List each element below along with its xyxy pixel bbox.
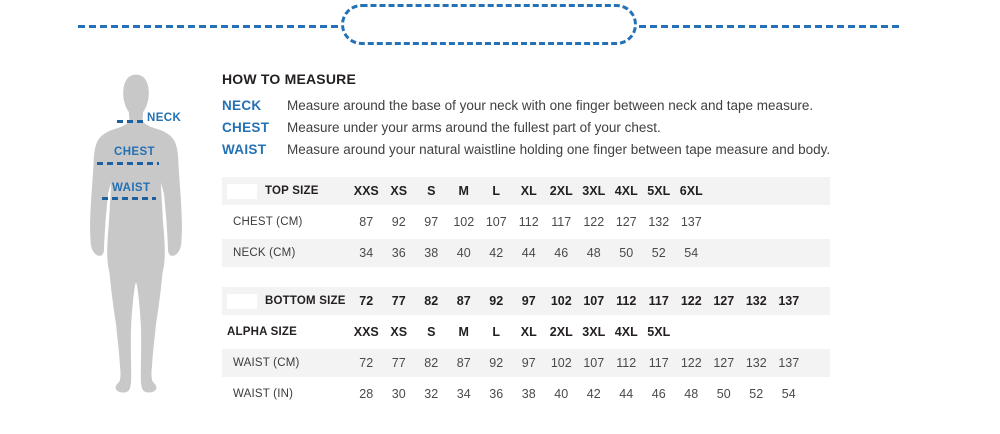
bottom-size-table xyxy=(222,287,830,411)
size-value-cell: 117 xyxy=(551,215,572,229)
size-value-cell: 42 xyxy=(489,246,504,260)
size-value-cell: 107 xyxy=(583,356,605,370)
row-label: ALPHA SIZE xyxy=(227,326,297,338)
measure-instruction-row xyxy=(222,95,942,117)
size-value-cell: 3XL xyxy=(582,325,606,339)
size-value-cell: XS xyxy=(390,184,408,198)
size-value-cell: XL xyxy=(520,184,537,198)
row-label: WAIST (IN) xyxy=(233,388,294,400)
header-dashed-pill xyxy=(341,4,637,45)
size-value-cell: L xyxy=(492,325,501,339)
size-table-row xyxy=(222,208,830,236)
size-value-cell: 2XL xyxy=(549,325,573,339)
measure-term-chest: CHEST xyxy=(222,120,270,135)
size-value-cell: 5XL xyxy=(647,184,671,198)
size-table-row xyxy=(222,380,830,408)
blank-patch xyxy=(227,294,257,309)
measure-term-neck: NECK xyxy=(222,98,262,113)
measure-instruction-row xyxy=(222,139,942,161)
row-label: WAIST (CM) xyxy=(233,357,300,369)
figure-neck-label: NECK xyxy=(147,112,182,124)
size-value-cell: XS xyxy=(390,325,408,339)
size-value-cell: 54 xyxy=(781,387,796,401)
size-value-cell: 4XL xyxy=(614,184,638,198)
size-value-cell: 122 xyxy=(680,294,702,308)
size-value-cell: 77 xyxy=(391,294,406,308)
top-size-table xyxy=(222,177,830,270)
row-label: TOP SIZE xyxy=(222,184,350,199)
measure-description-neck: Measure around the base of your neck with one finger between neck and tape measure. xyxy=(287,98,814,113)
size-value-cell: 92 xyxy=(489,294,504,308)
size-value-cell: 112 xyxy=(616,294,637,308)
size-value-cell: 36 xyxy=(489,387,504,401)
size-value-cell: 44 xyxy=(521,246,536,260)
blank-patch xyxy=(227,184,257,199)
how-to-measure-section xyxy=(222,71,942,161)
measure-description-chest: Measure under your arms around the fullest part of your chest. xyxy=(287,120,661,135)
size-value-cell: XXS xyxy=(353,325,379,339)
size-value-cell: 107 xyxy=(583,294,605,308)
size-value-cell: 127 xyxy=(713,356,735,370)
chest-measure-dash-line xyxy=(97,162,159,165)
size-value-cell: 87 xyxy=(456,294,471,308)
size-value-cell: 87 xyxy=(359,215,374,229)
size-value-cell: 34 xyxy=(456,387,471,401)
size-value-cell: 132 xyxy=(745,294,767,308)
row-label: CHEST (CM) xyxy=(233,216,303,228)
size-value-cell: 72 xyxy=(359,356,374,370)
size-value-cell: 102 xyxy=(453,215,475,229)
size-value-cell: 42 xyxy=(586,387,601,401)
size-value-cell: 2XL xyxy=(549,184,573,198)
measure-description-waist: Measure around your natural waistline holding one finger between tape measure and body. xyxy=(287,142,831,157)
size-value-cell: M xyxy=(458,325,469,339)
size-value-cell: XL xyxy=(520,325,537,339)
size-value-cell: 3XL xyxy=(582,184,606,198)
size-value-cell: 44 xyxy=(619,387,634,401)
size-value-cell: 92 xyxy=(489,356,504,370)
size-value-cell: 97 xyxy=(521,356,536,370)
size-value-cell: 97 xyxy=(521,294,536,308)
size-value-cell: S xyxy=(427,325,436,339)
size-value-cell: 38 xyxy=(521,387,536,401)
size-value-cell: 107 xyxy=(485,215,507,229)
size-value-cell: 72 xyxy=(359,294,374,308)
size-value-cell: 34 xyxy=(359,246,374,260)
size-value-cell: M xyxy=(458,184,469,198)
size-value-cell: 6XL xyxy=(679,184,703,198)
size-value-cell: 137 xyxy=(778,294,800,308)
size-value-cell: 4XL xyxy=(614,325,638,339)
size-value-cell: 122 xyxy=(583,215,605,229)
row-label: BOTTOM SIZE xyxy=(222,294,350,309)
header-dashed-line-right xyxy=(639,25,900,28)
size-value-cell: 54 xyxy=(684,246,699,260)
size-value-cell: 92 xyxy=(391,215,406,229)
size-table-row xyxy=(222,177,830,205)
size-value-cell: 137 xyxy=(680,215,702,229)
size-value-cell: 50 xyxy=(716,387,731,401)
size-value-cell: 112 xyxy=(616,356,637,370)
size-value-cell: 112 xyxy=(518,215,539,229)
size-value-cell: 48 xyxy=(586,246,601,260)
size-value-cell: 38 xyxy=(424,246,439,260)
size-value-cell: 50 xyxy=(619,246,634,260)
measure-term-waist: WAIST xyxy=(222,142,267,157)
size-value-cell: 87 xyxy=(456,356,471,370)
size-value-cell: 132 xyxy=(745,356,767,370)
size-value-cell: 40 xyxy=(554,387,569,401)
figure-waist-label: WAIST xyxy=(112,182,151,194)
size-value-cell: 117 xyxy=(648,356,669,370)
size-table-row xyxy=(222,287,830,315)
size-value-cell: 48 xyxy=(684,387,699,401)
size-value-cell: 132 xyxy=(648,215,670,229)
size-value-cell: 5XL xyxy=(647,325,671,339)
size-value-cell: 117 xyxy=(648,294,669,308)
measure-instruction-row xyxy=(222,117,942,139)
size-table-row xyxy=(222,239,830,267)
size-value-cell: 30 xyxy=(391,387,406,401)
size-value-cell: 40 xyxy=(456,246,471,260)
size-table-row xyxy=(222,349,830,377)
size-value-cell: 137 xyxy=(778,356,800,370)
header-dashed-line-left xyxy=(78,25,338,28)
size-value-cell: 82 xyxy=(424,294,439,308)
size-value-cell: XXS xyxy=(353,184,379,198)
size-value-cell: 102 xyxy=(550,356,572,370)
size-value-cell: 32 xyxy=(424,387,439,401)
size-value-cell: 97 xyxy=(424,215,439,229)
figure-chest-label: CHEST xyxy=(114,146,155,158)
size-value-cell: 127 xyxy=(713,294,735,308)
size-value-cell: 77 xyxy=(391,356,406,370)
size-value-cell: 127 xyxy=(615,215,637,229)
size-value-cell: 102 xyxy=(550,294,572,308)
size-value-cell: 122 xyxy=(680,356,702,370)
neck-measure-dash-line xyxy=(117,120,144,123)
size-value-cell: 46 xyxy=(554,246,569,260)
size-value-cell: 46 xyxy=(651,387,666,401)
size-value-cell: 52 xyxy=(651,246,666,260)
size-value-cell: 36 xyxy=(391,246,406,260)
size-value-cell: 82 xyxy=(424,356,439,370)
size-value-cell: S xyxy=(427,184,436,198)
how-to-measure-title: HOW TO MEASURE xyxy=(222,71,356,87)
size-value-cell: 28 xyxy=(359,387,374,401)
waist-measure-dash-line xyxy=(102,197,156,200)
size-value-cell: L xyxy=(492,184,501,198)
size-table-row xyxy=(222,318,830,346)
size-value-cell: 52 xyxy=(749,387,764,401)
row-label: NECK (CM) xyxy=(233,247,296,259)
